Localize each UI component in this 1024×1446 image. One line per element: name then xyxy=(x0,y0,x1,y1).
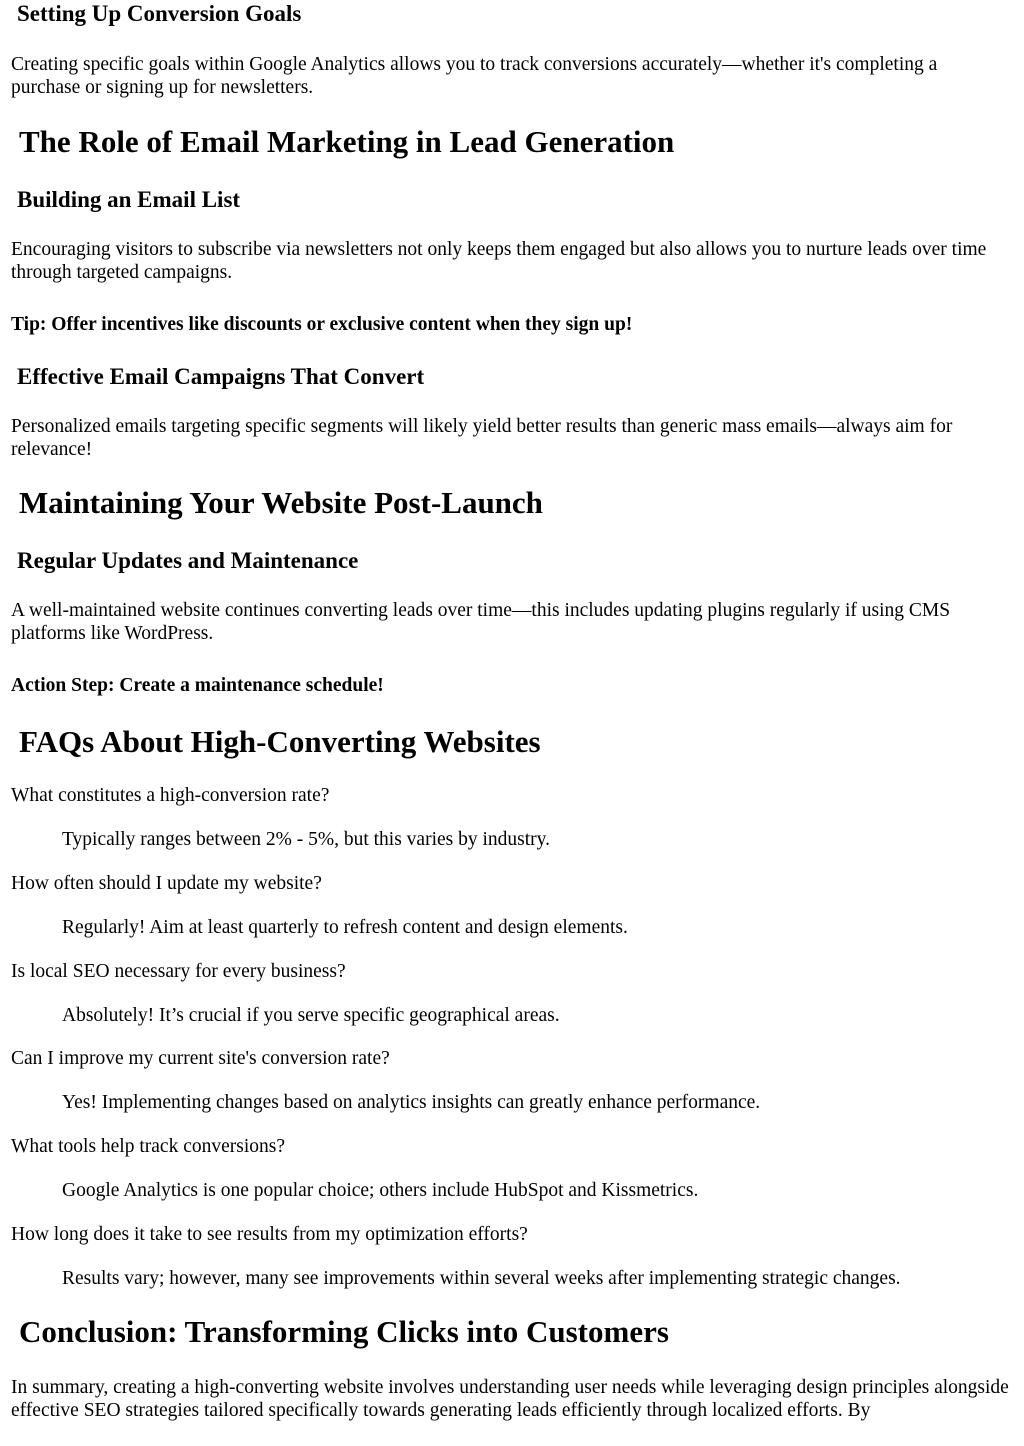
paragraph-conversion-goals: Creating specific goals within Google Analytics allows you to track conversions accurately—whether it's completing a purchase or signing up for newsletters. xyxy=(11,54,938,98)
faq-answer: Absolutely! It’s crucial if you serve specific geographical areas. xyxy=(62,1005,560,1026)
heading-conversion-goals: Setting Up Conversion Goals xyxy=(17,1,302,26)
faq-answer: Yes! Implementing changes based on analytics insights can greatly enhance performance. xyxy=(62,1092,761,1113)
action-step: Action Step: Create a maintenance schedule! xyxy=(11,675,384,696)
faq-question: How long does it take to see results from my optimization efforts? xyxy=(11,1224,528,1245)
faq-question: What constitutes a high-conversion rate? xyxy=(11,785,330,806)
faq-question: What tools help track conversions? xyxy=(11,1136,285,1157)
tip-incentives: Tip: Offer incentives like discounts or exclusive content when they sign up! xyxy=(11,314,633,335)
heading-email-campaigns: Effective Email Campaigns That Convert xyxy=(17,364,425,389)
faq-answer: Results vary; however, many see improvements within several weeks after implementing strategic changes. xyxy=(62,1268,901,1289)
heading-conclusion: Conclusion: Transforming Clicks into Customers xyxy=(19,1314,669,1349)
paragraph-email-campaigns: Personalized emails targeting specific segments will likely yield better results than generic mass emails—always aim for relevance! xyxy=(11,416,953,460)
heading-maintaining-website: Maintaining Your Website Post-Launch xyxy=(19,485,543,520)
heading-email-marketing: The Role of Email Marketing in Lead Generation xyxy=(19,124,675,159)
faq-answer: Google Analytics is one popular choice; others include HubSpot and Kissmetrics. xyxy=(62,1180,699,1201)
heading-faqs: FAQs About High-Converting Websites xyxy=(19,724,541,759)
faq-question: Is local SEO necessary for every business? xyxy=(11,961,346,982)
paragraph-building-email-list: Encouraging visitors to subscribe via newsletters not only keeps them engaged but also allows you to nurture leads over time through targeted campaigns. xyxy=(11,239,987,283)
heading-building-email-list: Building an Email List xyxy=(17,187,241,212)
faq-question: Can I improve my current site's conversion rate? xyxy=(11,1048,390,1069)
paragraph-conclusion: In summary, creating a high-converting website involves understanding user needs while leveraging design principles alongside effective SEO strategies tailored specifically towards generating leads efficiently through localized efforts. By xyxy=(11,1377,1009,1421)
faq-answer: Regularly! Aim at least quarterly to refresh content and design elements. xyxy=(62,917,628,938)
faq-answer: Typically ranges between 2% - 5%, but this varies by industry. xyxy=(62,829,551,850)
paragraph-regular-updates: A well-maintained website continues converting leads over time—this includes updating plugins regularly if using CMS platforms like WordPress. xyxy=(11,600,951,644)
heading-regular-updates: Regular Updates and Maintenance xyxy=(17,548,359,573)
faq-question: How often should I update my website? xyxy=(11,873,322,894)
